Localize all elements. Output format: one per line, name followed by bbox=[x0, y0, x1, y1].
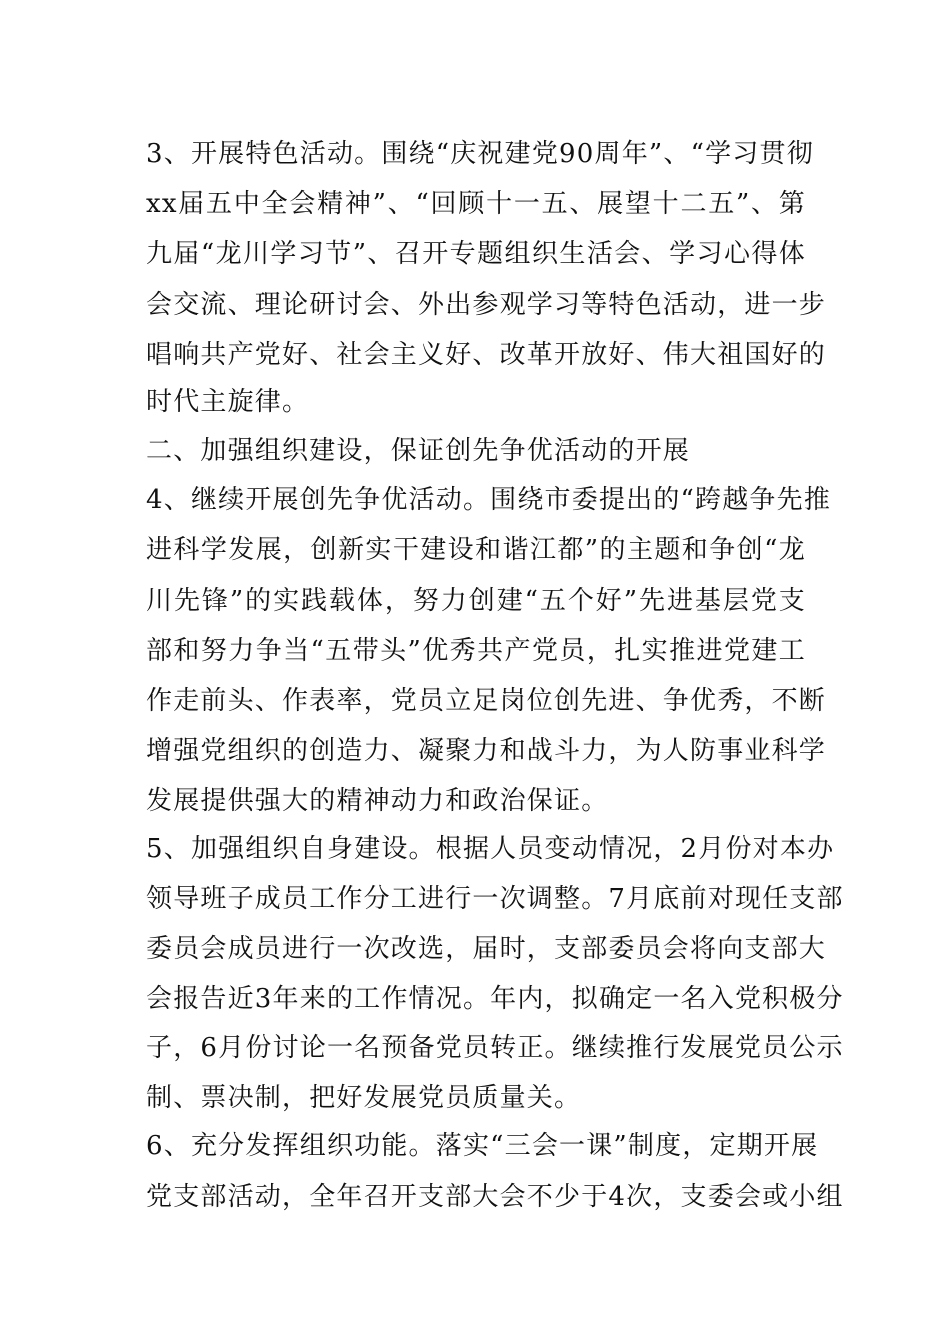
text-line: 作走前头、作表率，党员立足岗位创先进、争优秀，不断 bbox=[146, 686, 827, 716]
text-line: 增强党组织的创造力、凝聚力和战斗力，为人防事业科学 bbox=[146, 736, 827, 766]
text-line: 党支部活动，全年召开支部大会不少于4次，支委会或小组 bbox=[146, 1182, 844, 1212]
text-line: 4、继续开展创先争优活动。围绕市委提出的“跨越争先推 bbox=[146, 485, 832, 515]
text-line: 时代主旋律。 bbox=[146, 387, 310, 417]
text-line: 发展提供强大的精神动力和政治保证。 bbox=[146, 786, 609, 816]
text-line: 子，6月份讨论一名预备党员转正。继续推行发展党员公示 bbox=[146, 1033, 844, 1063]
text-line: 领导班子成员工作分工进行一次调整。7月底前对现任支部 bbox=[146, 884, 844, 914]
text-line: 6、充分发挥组织功能。落实“三会一课”制度，定期开展 bbox=[146, 1131, 819, 1161]
section-heading: 二、加强组织建设，保证创先争优活动的开展 bbox=[146, 436, 691, 466]
text-line: 制、票决制，把好发展党员质量关。 bbox=[146, 1083, 582, 1113]
text-line: 会报告近3年来的工作情况。年内，拟确定一名入党积极分 bbox=[146, 984, 844, 1014]
text-line: 川先锋”的实践载体，努力创建“五个好”先进基层党支 bbox=[146, 586, 806, 616]
text-line: 九届“龙川学习节”、召开专题组织生活会、学习心得体 bbox=[146, 239, 806, 269]
text-line: 3、开展特色活动。围绕“庆祝建党90周年”、“学习贯彻 bbox=[146, 139, 814, 169]
text-line: 5、加强组织自身建设。根据人员变动情况，2月份对本办 bbox=[146, 834, 835, 864]
text-line: xx届五中全会精神”、“回顾十一五、展望十二五”、第 bbox=[146, 189, 806, 219]
text-line: 会交流、理论研讨会、外出参观学习等特色活动，进一步 bbox=[146, 290, 827, 320]
text-line: 部和努力争当“五带头”优秀共产党员，扎实推进党建工 bbox=[146, 636, 806, 666]
text-line: 进科学发展，创新实干建设和谐江都”的主题和争创“龙 bbox=[146, 535, 806, 565]
text-line: 唱响共产党好、社会主义好、改革开放好、伟大祖国好的 bbox=[146, 340, 827, 370]
text-line: 委员会成员进行一次改选，届时，支部委员会将向支部大 bbox=[146, 934, 827, 964]
